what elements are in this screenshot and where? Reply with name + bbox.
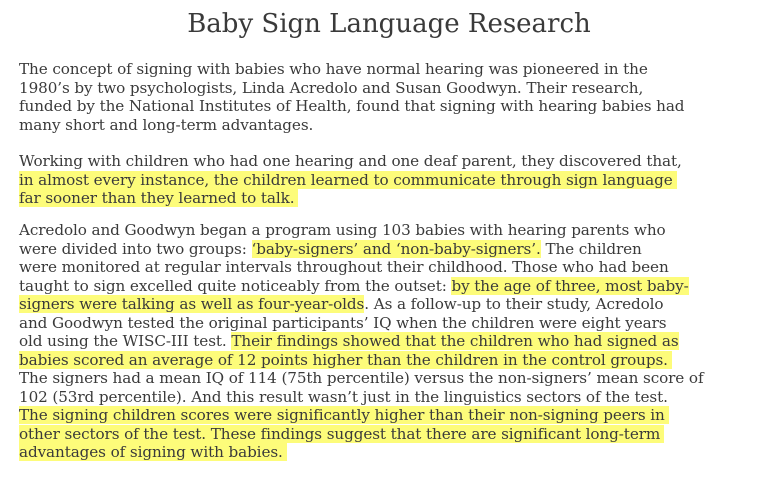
highlighted-text: in almost every instance, the children learned to communicate through sign language	[19, 171, 677, 189]
highlighted-text: advantages of signing with babies.	[19, 443, 287, 461]
text-span: old using the WISC-III test.	[19, 332, 232, 350]
paragraph-line-wrapper	[19, 351, 759, 370]
paragraph-line: 1980’s by two psychologists, Linda Acredolo and Susan Goodwyn. Their research,	[19, 78, 644, 97]
paragraph-deaf-parent-study	[19, 152, 759, 208]
paragraph-line: 102 (53rd percentile). And this result wasn’t just in the linguistics sectors of the test.	[19, 387, 668, 406]
paragraph-line: The signers had a mean IQ of 114 (75th percentile) versus the non-signers’ mean score of	[19, 369, 704, 387]
paragraph-line-wrapper	[19, 332, 759, 351]
page-title: Baby Sign Language Research	[187, 9, 591, 39]
paragraph-line: and Goodwyn tested the original participants’ IQ when the children were eight years	[19, 313, 667, 332]
paragraph-program-study	[19, 221, 759, 462]
paragraph-line-wrapper	[19, 443, 759, 462]
highlighted-text: babies scored an average of 12 points higher than the children in the control groups.	[19, 351, 672, 369]
text-span: taught to sign excelled quite noticeably from the outset:	[19, 276, 452, 295]
paragraph-line-wrapper	[19, 425, 759, 444]
highlighted-text: far sooner than they learned to talk.	[19, 189, 298, 207]
text-span: were divided into two groups:	[19, 239, 252, 258]
highlighted-text: by the age of three, most baby-	[451, 276, 689, 295]
paragraph-line-wrapper	[19, 406, 759, 425]
highlighted-text: Their findings showed that the children who had signed as	[231, 332, 679, 350]
paragraph-line-wrapper	[19, 295, 759, 314]
paragraph-line-wrapper	[19, 240, 759, 259]
text-span: The children	[540, 239, 642, 258]
paragraph-intro	[19, 60, 759, 134]
highlighted-text: ‘baby-signers’ and ‘non-baby-signers’.	[251, 239, 541, 258]
paragraph-line: Working with children who had one hearing and one deaf parent, they discovered that,	[19, 152, 682, 170]
paragraph-line: were monitored at regular intervals throughout their childhood. Those who had been	[19, 258, 669, 276]
text-span: . As a follow-up to their study, Acredolo	[364, 295, 664, 313]
paragraph-line: many short and long-term advantages.	[19, 115, 314, 134]
highlighted-text: The signing children scores were significantly higher than their non-signing peers in	[19, 406, 669, 424]
paragraph-line-wrapper	[19, 189, 759, 208]
paragraph-line: The concept of signing with babies who have normal hearing was pioneered in the	[19, 60, 648, 78]
paragraph-line-wrapper	[19, 171, 759, 190]
paragraph-line-wrapper	[19, 277, 759, 296]
paragraph-line: funded by the National Institutes of Health, found that signing with hearing babies had	[19, 97, 685, 115]
highlighted-text: other sectors of the test. These findings suggest that there are significant long-term	[19, 425, 664, 443]
highlighted-text: signers were talking as well as four-year-olds	[19, 295, 365, 313]
paragraph-line: Acredolo and Goodwyn began a program using 103 babies with hearing parents who	[19, 221, 666, 239]
